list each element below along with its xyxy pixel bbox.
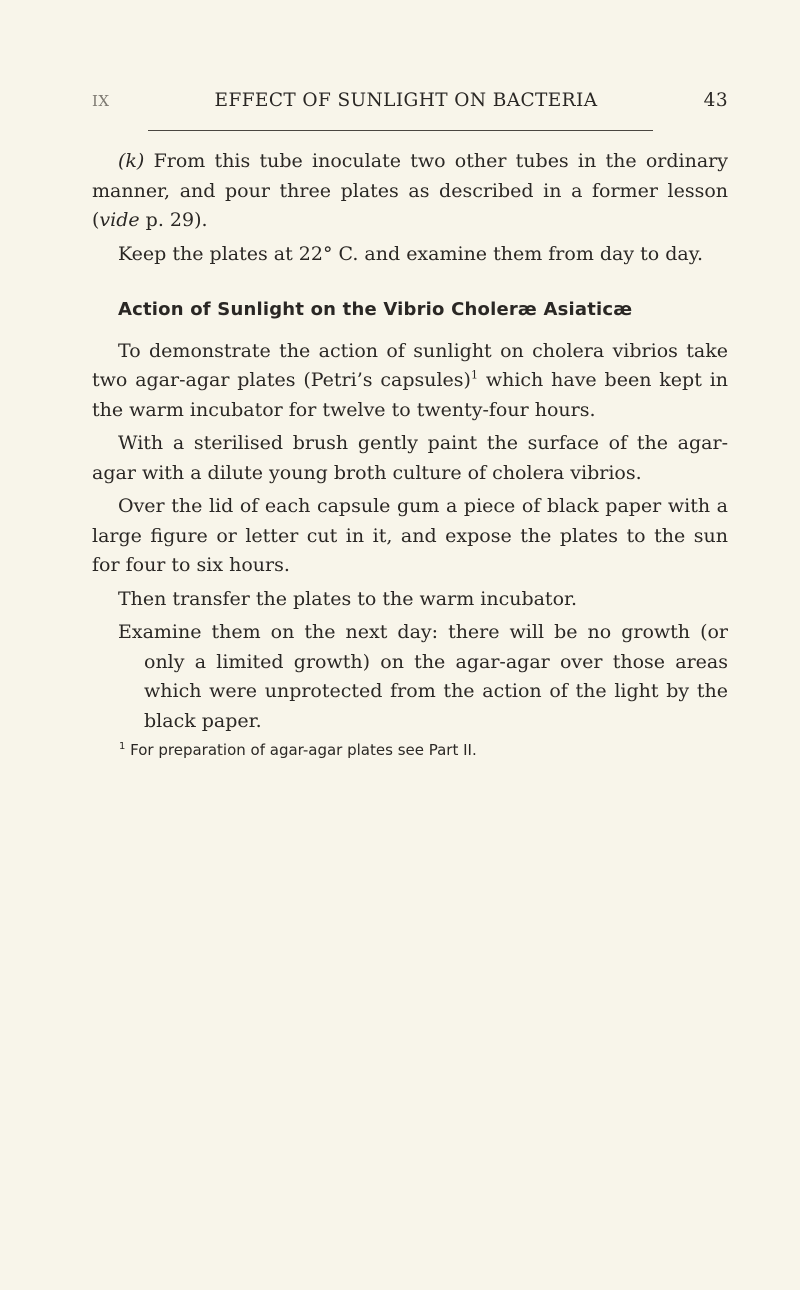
step-k-label: (k) (118, 150, 145, 172)
footnote (92, 739, 728, 761)
keep-plates-paragraph: Keep the plates at 22° C. and examine them from day to day. (118, 242, 703, 265)
header-rule (148, 130, 653, 131)
chapter-number: IX (92, 92, 110, 110)
demonstrate-text-end: which have been kept in the warm incubator for twelve to twenty-four hours. (92, 369, 729, 421)
running-head (92, 90, 732, 118)
step-k-text-end: p. 29). (139, 209, 208, 231)
step-k-paragraph (92, 147, 728, 236)
brush-paragraph: With a sterilised brush gently paint the surface of the agar-agar with a dilute young broth culture of cholera vibrios. (92, 432, 728, 484)
vide-word: vide (99, 209, 140, 231)
running-title: EFFECT OF SUNLIGHT ON BACTERIA (214, 90, 598, 111)
demonstrate-paragraph (92, 337, 728, 426)
footnote-text: For preparation of agar-agar plates see Part II. (130, 741, 477, 759)
examine-paragraph: Examine them on the next day: there will be no growth (or only a limited growth) on the agar-agar over those areas which were unprotected from the action of the light by the black paper. (118, 621, 728, 732)
demonstrate-text: To demonstrate the action of sunlight on cholera vibrios take two agar-agar plates (Petri’s capsules) (92, 339, 728, 391)
footnote-reference: 1 (470, 368, 478, 382)
page-number: 43 (703, 90, 728, 111)
step-k-text: From this tube inoculate two other tubes in the ordinary manner, and pour three plates as described in a former lesson ( (92, 150, 728, 231)
page-body (92, 147, 728, 761)
section-heading: Action of Sunlight on the Vibrio Choleræ Asiaticæ (118, 299, 633, 320)
footnote-marker: 1 (119, 741, 126, 752)
lid-paragraph: Over the lid of each capsule gum a piece of black paper with a large figure or letter cut in it, and expose the plates to the sun for four to six hours. (92, 495, 728, 576)
transfer-paragraph: Then transfer the plates to the warm incubator. (118, 587, 578, 610)
